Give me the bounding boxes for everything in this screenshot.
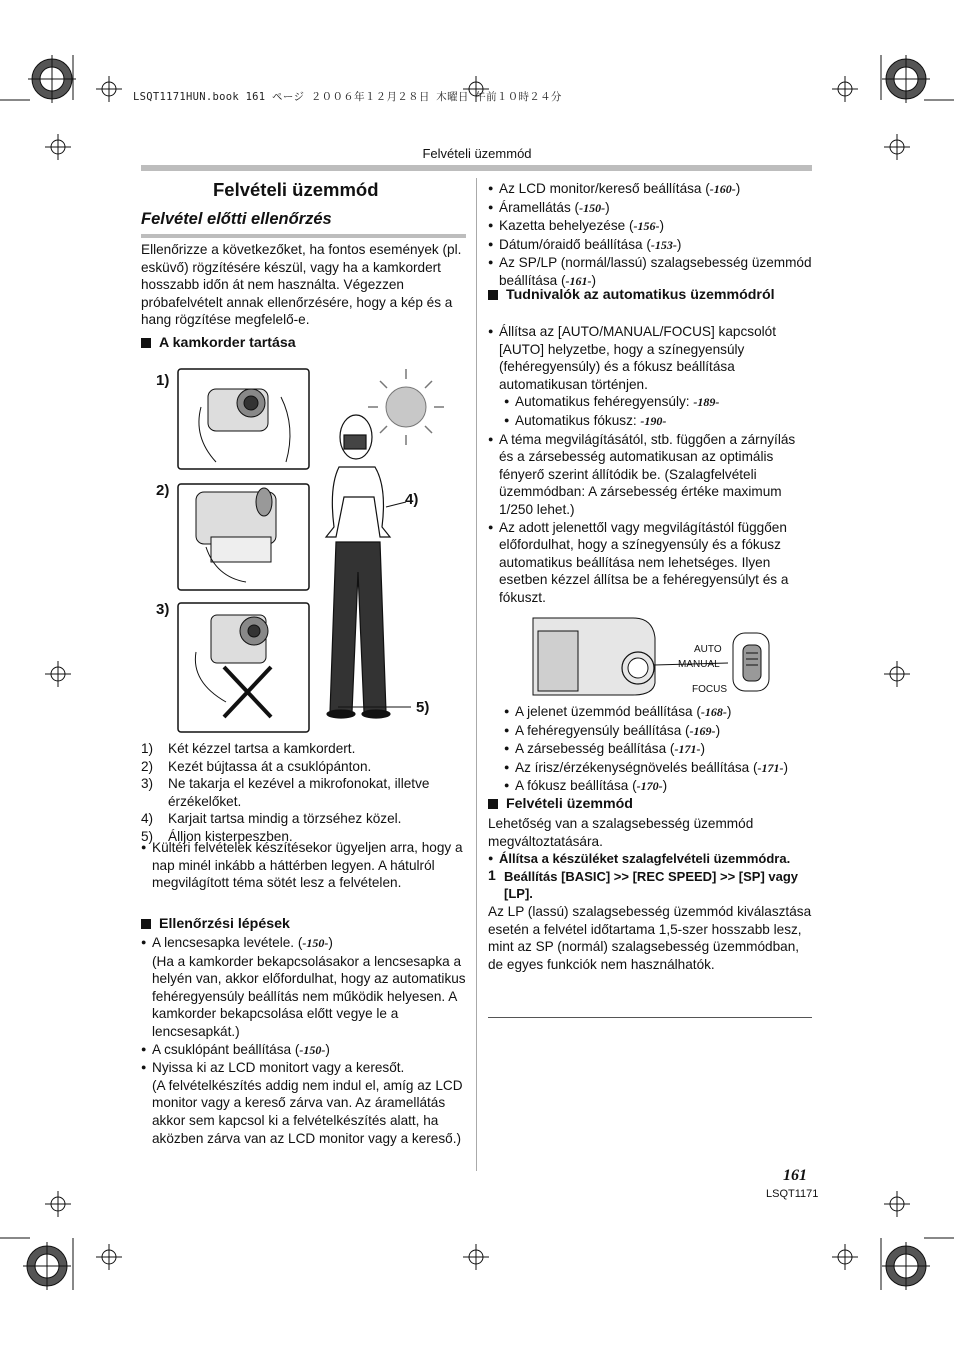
switch-label-auto: AUTO [694, 644, 722, 655]
doc-code: LSQT1171 [766, 1188, 819, 1200]
manual-list [488, 703, 812, 796]
list-item: ● Nyissa ki az LCD monitort vagy a keresőt. [141, 1059, 467, 1077]
target-mark-bottom-right [882, 1242, 930, 1290]
list-item: ● Állítsa az [AUTO/MANUAL/FOCUS] kapcsolót [AUTO] helyzetbe, hogy a színegyensúly (fehéregyensúly) és a fókusz beállítása automatikusan történjen. [488, 323, 812, 393]
running-header: Felvételi üzemmód [422, 146, 532, 161]
check1-note: (Ha a kamkorder bekapcsolásakor a lencsesapka a helyén van, akkor előfordulhat, hogy az automatikus fehéregyensúly beállítás nem működik helyesen. A kamkorder bekapcsolása előtt vegye le a lencsesapkát.) [152, 953, 466, 1039]
rec-set: ● Állítsa a készüléket szalagfelvételi üzemmódra. [488, 850, 812, 868]
print-header: LSQT1171HUN.book 161 ページ ２００６年１２月２８日 木曜日 午前１０時２４分 [133, 91, 562, 103]
numbered-list [141, 740, 467, 846]
figure-label-3: 3) [156, 601, 170, 618]
switch-label-focus: FOCUS [692, 684, 727, 695]
list-item: ● Automatikus fehéregyensúly: -189- [488, 393, 812, 412]
target-mark-top-left [28, 55, 76, 103]
figure-label-5: 5) [416, 699, 430, 716]
camera-panel-3 [195, 615, 271, 717]
check3-note: (A felvételkészítés addig nem indul el, amíg az LCD monitor vagy a kereső zárva van. Az áramellátás akkor sem kapcsol ki a felvételkészítés alatt, ha aközben zárva van az LCD monitor vagy a kereső.) [152, 1077, 463, 1146]
list-item: ● A fehéregyensúly beállítása (-169-) [488, 722, 812, 741]
target-mark-top-right [882, 55, 930, 103]
list-item: 2) Kezét bújtassa át a csuklópánton. [141, 758, 372, 774]
check-heading: Ellenőrzési lépések [141, 916, 290, 932]
switch-label-manual: MANUAL [678, 659, 720, 670]
page-number: 161 [783, 1167, 807, 1184]
holding-heading: A kamkorder tartása [141, 335, 296, 351]
list-item: 4) Karjait tartsa mindig a törzséhez közel. [141, 811, 402, 827]
list-item: ● Az SP/LP (normál/lassú) szalagsebesség üzemmód beállítása (-161-) [488, 254, 812, 290]
list-item: ● Áramellátás (-150-) [488, 199, 812, 218]
check-list-continued [488, 180, 812, 291]
rec-note: Az LP (lassú) szalagsebesség üzemmód kiválasztása esetén a felvétel időtartama 1,5-szer hosszabb lesz, mint az SP (normál) szalagsebesség üzemmódban, de egyes funkciók nem használhatók. [488, 903, 812, 972]
list-item: ● Az LCD monitor/kereső beállítása (-160-) [488, 180, 812, 199]
camera-panel-2 [196, 488, 276, 582]
list-item: 3) Ne takarja el kezével a mikrofonokat, illetve érzékelőket. [141, 776, 430, 809]
list-item: ● Automatikus fókusz: -190- [488, 412, 812, 431]
list-item: ● A zársebesség beállítása (-171-) [488, 740, 812, 759]
rec-intro: Lehetőség van a szalagsebesség üzemmód megváltoztatására. [488, 816, 754, 849]
section-rule [141, 234, 466, 238]
list-item: 1) Két kézzel tartsa a kamkordert. [141, 741, 356, 756]
rec-section [488, 815, 812, 973]
column-divider [476, 178, 477, 1171]
section-title: Felvétel előtti ellenőrzés [141, 210, 332, 228]
list-item: 5) Álljon kisterpeszben. [141, 828, 293, 844]
target-mark-bottom-left [23, 1242, 71, 1290]
list-item: ● A jelenet üzemmód beállítása (-168-) [488, 703, 812, 722]
list-item: ● A fókusz beállítása (-170-) [488, 777, 812, 796]
list-item: ● A téma megvilágításától, stb. függően a zárnyílás és a zársebesség automatikusan az optimális fényerő szerint állítódik be. (Szalagfelvételi üzemmódban: A zársebesség értéke maximum 1/250 lehet.) [488, 431, 812, 519]
figure-label-2: 2) [156, 482, 170, 499]
list-item: ● Az adott jelenettől vagy megvilágítástól függően előfordulhat, hogy a színegyensúly és a fókusz automatikus beállítása nem lehetséges. Ilyen esetben kézzel állítsa be a fehéregyensúlyt és a fókuszt. [488, 519, 812, 607]
figure-label-4: 4) [405, 491, 419, 508]
top-bar [141, 165, 812, 171]
auto-heading: Tudnivalók az automatikus üzemmódról [488, 287, 809, 303]
page-title: Felvételi üzemmód [213, 179, 379, 200]
person [326, 415, 390, 718]
list-item: ● Az írisz/érzékenységnövelés beállítása (-171-) [488, 759, 812, 778]
holding-figure [156, 367, 446, 735]
check-list [141, 934, 467, 1147]
figure-label-1: 1) [156, 372, 170, 389]
rec-heading: Felvételi üzemmód [488, 796, 633, 812]
bottom-rule [488, 1017, 812, 1018]
list-item: ● A lencsesapka levétele. (-150-) [141, 934, 467, 953]
list-item: ● A csuklópánt beállítása (-150-) [141, 1041, 467, 1060]
list-item: ● Dátum/óraidő beállítása (-153-) [488, 236, 812, 255]
camera-panel-1 [199, 389, 290, 462]
camcorder-switch-illustration [528, 613, 778, 703]
intro-paragraph: Ellenőrizze a következőket, ha fontos események (pl. esküvő) rögzítésére készül, vagy ha a kamkordert hosszabb időn át nem használta. Végezzen próbafelvételt annak ellenőrzésére, hogy a kép és a hang rögzítése megfelelő-e. [141, 242, 462, 328]
holding-illustration [156, 367, 446, 735]
auto-list [488, 323, 812, 607]
switch-figure [528, 613, 778, 703]
sun [368, 369, 444, 445]
list-item: ● Kazetta behelyezése (-156-) [488, 217, 812, 236]
outdoor-note: ● Kültéri felvételek készítésekor ügyeljen arra, hogy a nap minél inkább a háttérben legyen. A hátulról megvilágított téma sötét lesz a felvételen. [141, 839, 470, 892]
rec-step: 1 Beállítás [BASIC] >> [REC SPEED] >> [SP] vagy [LP]. [488, 866, 799, 902]
